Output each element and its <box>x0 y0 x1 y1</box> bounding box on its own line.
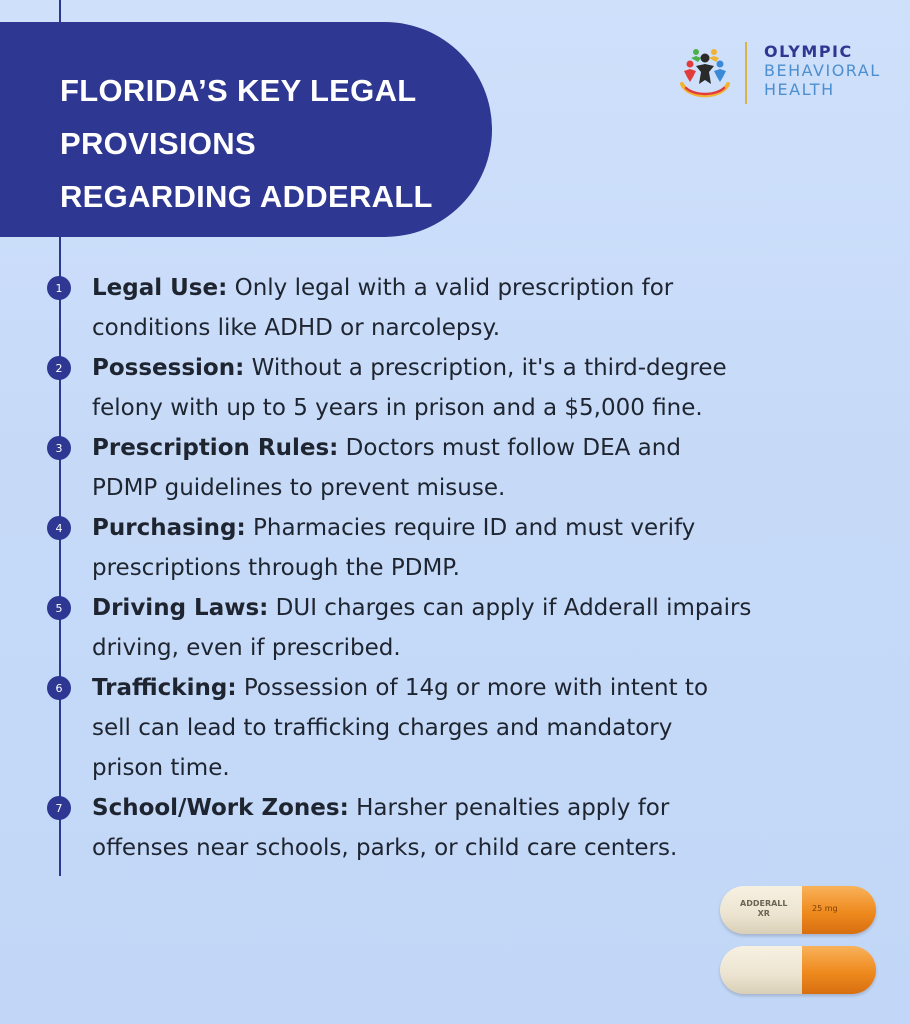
item-label: Possession: <box>92 355 245 381</box>
item-number-badge: 6 <box>47 676 71 700</box>
title-line-2: PROVISIONS <box>60 126 256 161</box>
logo-text-olympic: OLYMPIC <box>764 42 853 61</box>
item-line: Pharmacies require ID and must verify <box>253 515 696 541</box>
capsule-imprint-code: XR <box>757 909 770 918</box>
capsule-imprint-brand <box>740 899 787 919</box>
adderall-capsules-image <box>720 886 880 998</box>
item-line: DUI charges can apply if Adderall impairs <box>275 595 752 621</box>
item-number-badge: 4 <box>47 516 71 540</box>
item-label: Legal Use: <box>92 275 228 301</box>
capsule-imprint-name: ADDERALL <box>740 899 788 908</box>
item-line: Doctors must follow DEA and <box>345 435 681 461</box>
item-line: prescriptions through the PDMP. <box>92 555 460 581</box>
item-text <box>92 508 822 588</box>
capsule-body-orange <box>802 946 876 994</box>
item-label: Prescription Rules: <box>92 435 339 461</box>
item-text <box>92 268 822 348</box>
item-label: School/Work Zones: <box>92 795 349 821</box>
item-number-badge: 2 <box>47 356 71 380</box>
item-line: prison time. <box>92 755 230 781</box>
item-line: PDMP guidelines to prevent misuse. <box>92 475 506 501</box>
item-number-badge: 5 <box>47 596 71 620</box>
item-number-badge: 1 <box>47 276 71 300</box>
item-label: Purchasing: <box>92 515 246 541</box>
people-circle-logo-icon <box>676 44 734 102</box>
item-line: Possession of 14g or more with intent to <box>243 675 709 701</box>
title-line-3: REGARDING ADDERALL <box>60 179 433 214</box>
capsule-cap-cream <box>720 946 802 994</box>
item-line: offenses near schools, parks, or child care centers. <box>92 835 678 861</box>
item-text <box>92 588 892 668</box>
item-text <box>92 428 822 508</box>
item-line: sell can lead to trafficking charges and mandatory <box>92 715 673 741</box>
item-line: conditions like ADHD or narcolepsy. <box>92 315 501 341</box>
title-banner <box>0 22 492 237</box>
olympic-behavioral-health-logo <box>676 42 881 106</box>
item-line: Only legal with a valid prescription for <box>234 275 674 301</box>
logo-text-behavioral: BEHAVIORAL <box>764 61 881 80</box>
item-number-badge: 3 <box>47 436 71 460</box>
logo-divider <box>745 42 747 104</box>
title-line-1: FLORIDA’S KEY LEGAL <box>60 73 417 108</box>
item-label: Driving Laws: <box>92 595 269 621</box>
capsule-plain <box>720 946 876 994</box>
capsule-printed <box>720 886 876 934</box>
logo-text <box>764 42 881 99</box>
item-line: felony with up to 5 years in prison and a $5,000 fine. <box>92 395 703 421</box>
item-label: Trafficking: <box>92 675 237 701</box>
item-text <box>92 348 892 428</box>
logo-text-health: HEALTH <box>764 80 835 99</box>
item-text <box>92 668 822 788</box>
item-line: driving, even if prescribed. <box>92 635 401 661</box>
capsule-imprint-dose: 25 mg <box>812 904 838 913</box>
item-line: Harsher penalties apply for <box>356 795 670 821</box>
item-number-badge: 7 <box>47 796 71 820</box>
item-text <box>92 788 892 868</box>
item-line: Without a prescription, it's a third-degree <box>251 355 727 381</box>
